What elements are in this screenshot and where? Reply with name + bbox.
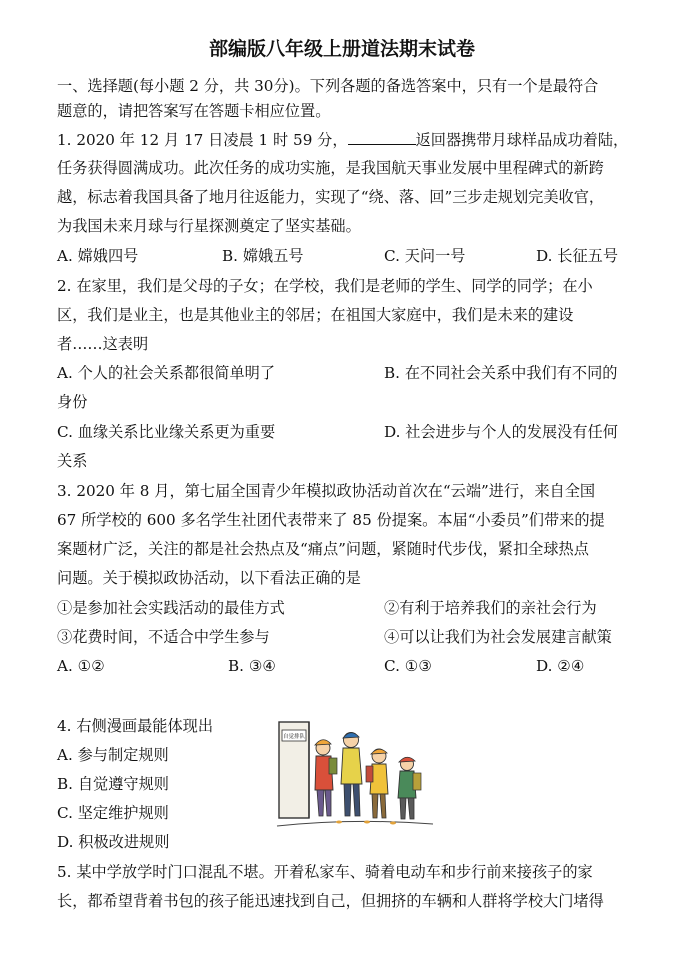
q4-option-b: B. 自觉遵守规则 (57, 775, 169, 793)
q2-option-c: C. 血缘关系比业缘关系更为重要 (57, 423, 276, 441)
section-instruction: 题意的，请把答案写在答题卡相应位置。 (57, 102, 331, 120)
q2-option-d-cont: 关系 (57, 452, 88, 470)
q2-option-a: A. 个人的社会关系都很简单明了 (57, 364, 276, 382)
question-1-text: 1. 2020 年 12 月 17 日凌晨 1 时 59 分， (57, 131, 348, 149)
page-title: 部编版八年级上册道法期末试卷 (208, 38, 475, 60)
q3-option-a: A. ①② (57, 657, 105, 675)
question-4-line: 4. 右侧漫画最能体现出 (57, 717, 214, 735)
question-2-line: 2. 在家里，我们是父母的子女；在学校，我们是老师的学生、同学的同学；在小 (57, 277, 593, 295)
question-3-line: 案题材广泛，关注的都是社会热点及“痛点”问题，紧随时代步伐，紧扣全球热点 (57, 540, 589, 558)
question-3-line: 67 所学校的 600 多名学生社团代表带来了 85 份提案。本届“小委员”们带来的提 (57, 511, 605, 529)
q3-statement-2: ②有利于培养我们的亲社会行为 (384, 599, 597, 617)
q4-option-d: D. 积极改进规则 (57, 833, 170, 851)
q3-statement-3: ③花费时间，不适合中学生参与 (57, 628, 270, 646)
q1-option-c: C. 天问一号 (384, 247, 466, 265)
q3-statement-1: ①是参加社会实践活动的最佳方式 (57, 599, 285, 617)
q1-option-b: B. 嫦娥五号 (222, 247, 304, 265)
question-1-text: 返回器携带月球样品成功着陆， (415, 131, 629, 149)
question-2-line: 区，我们是业主，也是其他业主的邻居；在祖国大家庭中，我们是未来的建设 (57, 306, 574, 324)
section-instruction: 一、选择题(每小题 2 分，共 30分)。下列各题的备选答案中，只有一个是最符合 (57, 77, 599, 95)
queue-cartoon-illustration (275, 718, 435, 830)
q3-option-b: B. ③④ (228, 657, 277, 675)
q1-option-a: A. 嫦娥四号 (57, 247, 139, 265)
q2-option-b: B. 在不同社会关系中我们有不同的 (384, 364, 618, 382)
wall-sign-text: 自觉排队 (282, 734, 306, 740)
question-2-line: 者……这表明 (57, 335, 149, 353)
q2-option-b-cont: 身份 (57, 393, 88, 411)
q4-option-c: C. 坚定维护规则 (57, 804, 169, 822)
question-1-line: 越，标志着我国具备了地月往返能力，实现了“绕、落、回”三步走规划完美收官， (57, 188, 605, 206)
q3-option-c: C. ①③ (384, 657, 432, 675)
question-3-line: 3. 2020 年 8 月，第七届全国青少年模拟政协活动首次在“云端”进行，来自全国 (57, 482, 596, 500)
q3-statement-4: ④可以让我们为社会发展建言献策 (384, 628, 612, 646)
q3-option-d: D. ②④ (536, 657, 585, 675)
question-1-line: 任务获得圆满成功。此次任务的成功实施，是我国航天事业发展中里程碑式的新跨 (57, 159, 604, 177)
question-1-line: 为我国未来月球与行星探测奠定了坚实基础。 (57, 217, 361, 235)
question-5-line: 5. 某中学放学时门口混乱不堪。开着私家车、骑着电动车和步行前来接孩子的家 (57, 863, 593, 881)
question-5-line: 长，都希望背着书包的孩子能迅速找到自己，但拥挤的车辆和人群将学校大门堵得 (57, 892, 604, 910)
answer-blank (348, 129, 416, 145)
q2-option-d: D. 社会进步与个人的发展没有任何 (384, 423, 618, 441)
question-3-line: 问题。关于模拟政协活动，以下看法正确的是 (57, 569, 361, 587)
question-1-line (57, 129, 628, 150)
q1-option-d: D. 长征五号 (536, 247, 619, 265)
q4-option-a: A. 参与制定规则 (57, 746, 169, 764)
